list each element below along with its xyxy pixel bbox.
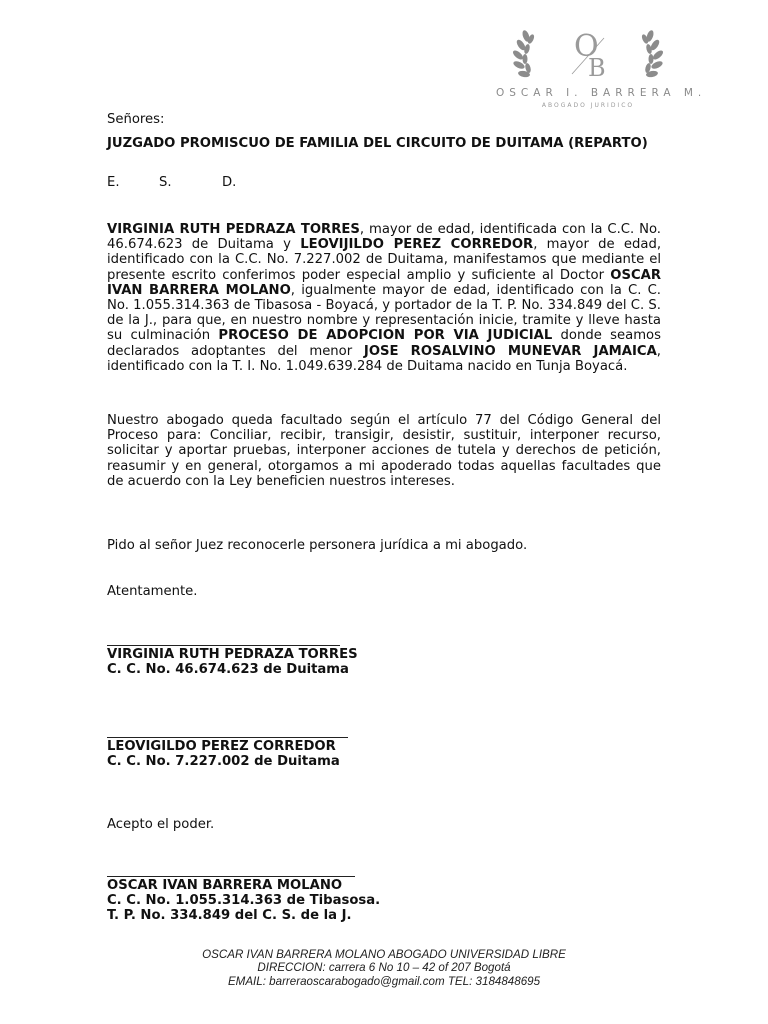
- footer: [120, 948, 648, 988]
- signature-line-1: [107, 645, 340, 646]
- p1-text-2: , mayor de edad, identificado con la C.C. No. 7.227.002 de Duitama, manifestamos que mediante el presente escrito conferimos poder especial amplio y suficiente al Doctor: [107, 237, 662, 283]
- grantor-name-1: VIRGINIA RUTH PEDRAZA TORRES: [107, 222, 360, 237]
- signer-2-id: C. C. No. 7.227.002 de Duitama: [107, 754, 340, 769]
- body-paragraph-2: Nuestro abogado queda facultado según el artículo 77 del Código General del Proceso para: Conciliar, recibir, transigir, desistir, sustituir, interponer recurso, solicitar y aportar pruebas, interponer acciones de tutela y derechos de petición, reasumir y en general, otorgamos a mi apoderado todas aquellas facultades que de acuerdo con la Ley beneficien nuestros intereses.: [107, 413, 661, 489]
- footer-line-3: EMAIL: barreraoscarabogado@gmail.com TEL: 3184848695: [227, 974, 541, 988]
- body-paragraph-3: Pido al señor Juez reconocerle personera jurídica a mi abogado.: [107, 538, 528, 553]
- svg-text:B: B: [588, 54, 606, 82]
- closing: Atentamente.: [107, 584, 198, 599]
- salutation: Señores:: [107, 112, 165, 127]
- logo-name: OSCAR I. BARRERA M.: [496, 87, 707, 99]
- esd-line: [107, 175, 661, 190]
- laurel-monogram-icon: [488, 28, 688, 88]
- court-heading: JUZGADO PROMISCUO DE FAMILIA DEL CIRCUITO DE DUITAMA (REPARTO): [107, 136, 648, 151]
- acceptance-text: Acepto el poder.: [107, 817, 215, 832]
- p1-text-4: donde seamos declarados adoptantes del menor: [107, 328, 661, 359]
- grantor-name-2: LEOVIJILDO PEREZ CORREDOR: [300, 237, 534, 253]
- p1-text-1: , mayor de edad, identificada con la C.C. No. 46.674.623 de Duitama y: [107, 222, 662, 253]
- svg-text:O: O: [574, 29, 599, 64]
- signer-1-id: C. C. No. 46.674.623 de Duitama: [107, 662, 349, 677]
- signer-1-name: VIRGINIA RUTH PEDRAZA TORRES: [107, 647, 358, 662]
- esd-s: S.: [159, 175, 172, 190]
- footer-line-1: OSCAR IVAN BARRERA MOLANO ABOGADO UNIVERSIDAD LIBRE: [202, 948, 566, 961]
- body-paragraph-1: [107, 222, 661, 374]
- p1-text-5: , identificado con la T. I. No. 1.049.639.284 de Duitama nacido en Tunja Boyacá.: [107, 343, 661, 374]
- logo-subtitle: ABOGADO JURIDICO: [541, 102, 635, 109]
- signature-line-attorney: [107, 876, 355, 877]
- attorney-id: C. C. No. 1.055.314.363 de Tibasosa.: [107, 893, 381, 908]
- esd-d: D.: [222, 175, 237, 190]
- minor-name: JOSE ROSALVINO MUNEVAR JAMAICA: [363, 343, 657, 359]
- signature-line-2: [107, 737, 348, 738]
- attorney-tp: T. P. No. 334.849 del C. S. de la J.: [107, 908, 352, 923]
- attorney-name: OSCAR IVAN BARRERA MOLANO: [107, 878, 343, 893]
- letterhead-logo: [488, 28, 707, 109]
- footer-line-2: DIRECCION: carrera 6 No 10 – 42 of 207 Bogotá: [257, 961, 511, 975]
- p1-text-3: , igualmente mayor de edad, identificado con la C. C. No. 1.055.314.363 de Tibasosa - Boyacá, y portador de la T. P. No. 334.849 del C. S. de la J., para que, en nuestro nombre y representación inicie, tramite y lleve hasta su culminación: [107, 282, 661, 344]
- attorney-name-inline: OSCAR IVAN BARRERA MOLANO: [107, 267, 661, 298]
- process-name: PROCESO DE ADOPCION POR VIA JUDICIAL: [218, 328, 553, 344]
- esd-e: E.: [107, 175, 120, 190]
- signer-2-name: LEOVIGILDO PEREZ CORREDOR: [107, 739, 336, 754]
